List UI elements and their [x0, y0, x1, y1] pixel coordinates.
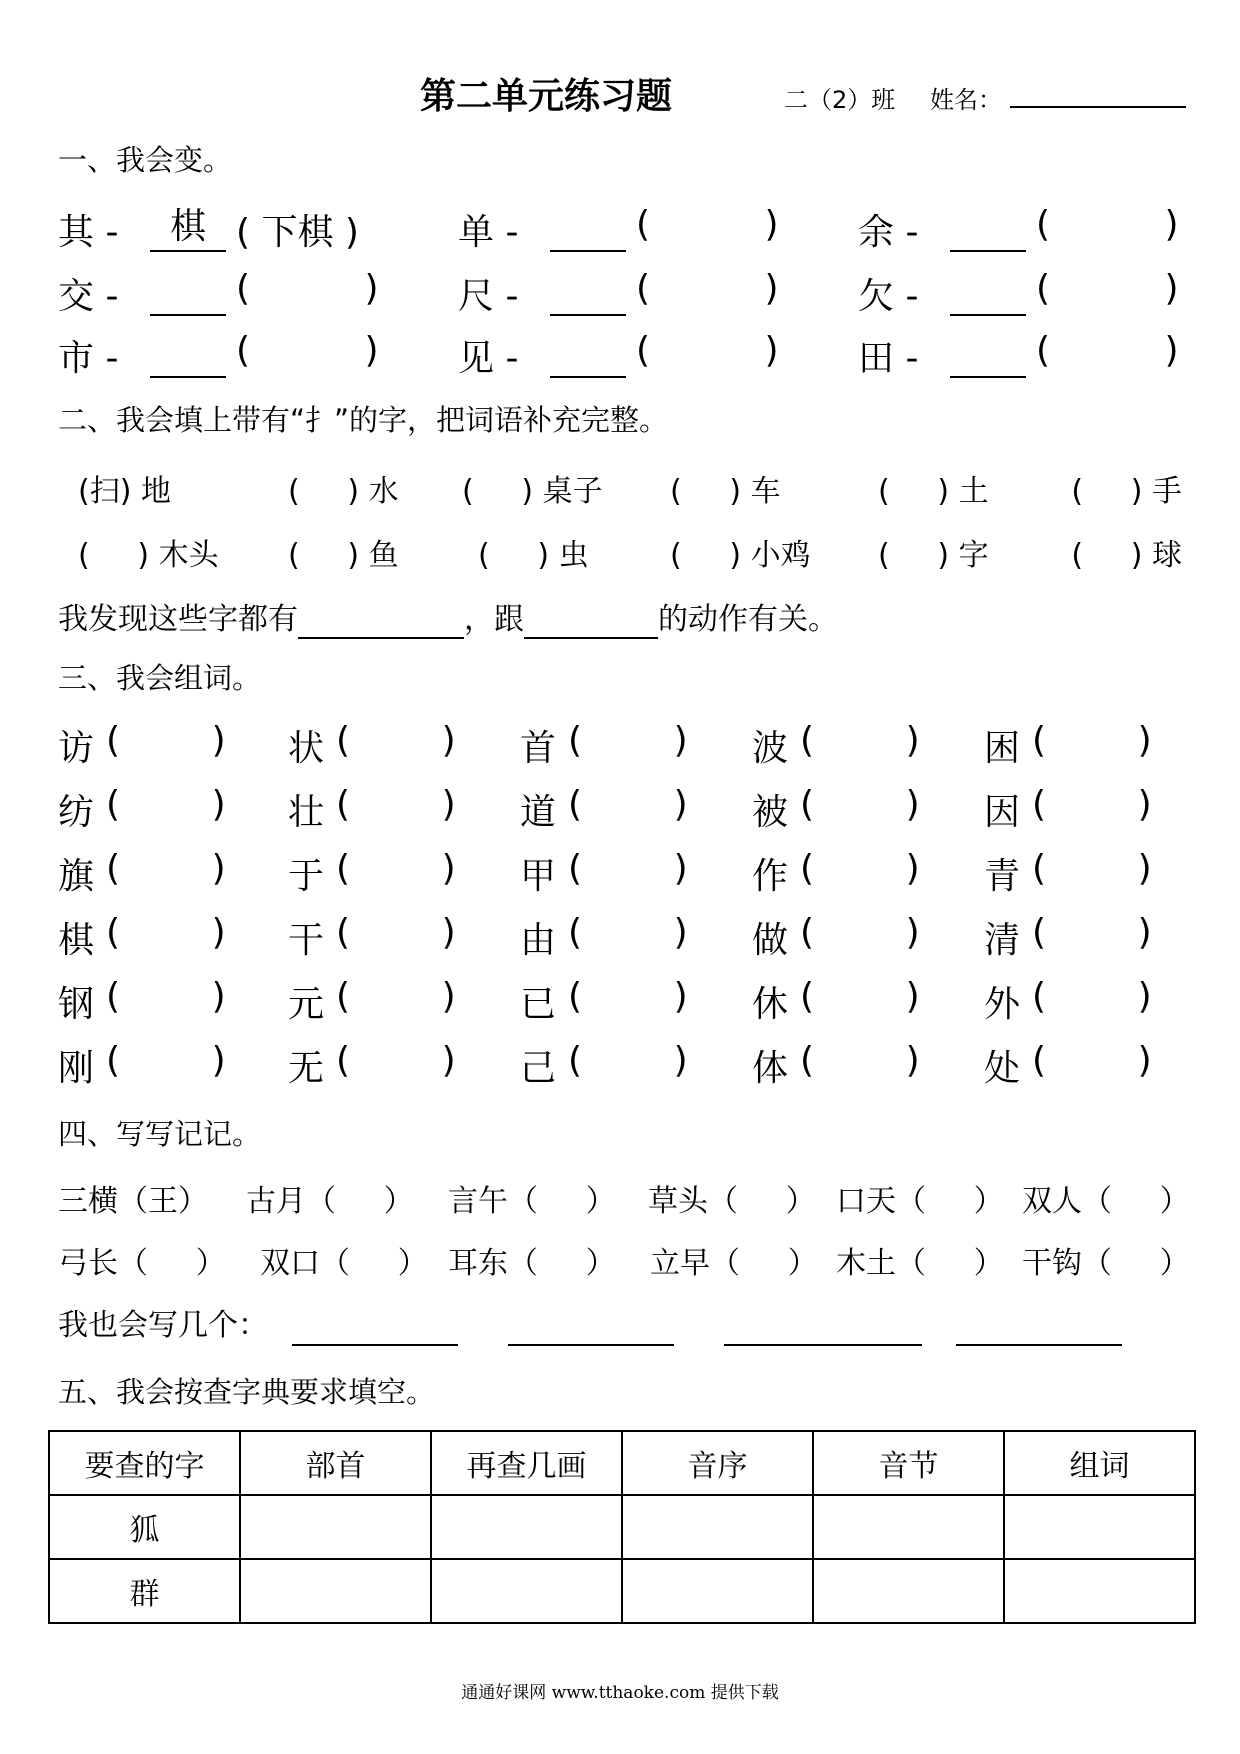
- compose-blank[interactable]: ( ): [800, 1040, 920, 1081]
- find-blank-2[interactable]: [524, 602, 658, 639]
- change-blank[interactable]: [950, 330, 1026, 378]
- find-part-a: 我发现这些字都有: [58, 602, 298, 637]
- find-blank-1[interactable]: [298, 602, 464, 639]
- section-2-heading: 二、我会填上带有“扌”的字，把词语补充完整。: [58, 403, 669, 437]
- compose-char: 甲: [520, 856, 557, 897]
- change-char: 田 -: [858, 338, 919, 379]
- compose-char: 己: [520, 1048, 557, 1089]
- word-fill-item: ( ) 水: [288, 474, 399, 509]
- section-5-heading: 五、我会按查字典要求填空。: [58, 1375, 436, 1409]
- compose-blank[interactable]: ( ): [336, 784, 456, 825]
- radical-item: 木土（ ）: [836, 1246, 1004, 1281]
- compose-blank[interactable]: ( ): [800, 912, 920, 953]
- compose-char: 钢: [58, 984, 95, 1025]
- table-row: [49, 1495, 1195, 1559]
- compose-blank[interactable]: ( ): [336, 912, 456, 953]
- change-blank[interactable]: [550, 204, 626, 252]
- change-blank[interactable]: [950, 204, 1026, 252]
- answer-cell[interactable]: [622, 1559, 813, 1623]
- word-fill-item: ( ) 小鸡: [670, 538, 811, 573]
- header-cell: 音序: [622, 1431, 813, 1495]
- compose-char: 纺: [58, 792, 95, 833]
- change-word: ( ): [1036, 330, 1179, 371]
- word-fill-item: ( ) 桌子: [462, 474, 603, 509]
- compose-char: 无: [288, 1048, 325, 1089]
- change-char: 欠 -: [858, 276, 919, 317]
- radical-item: 双口（ ）: [260, 1246, 428, 1281]
- change-word: ( ): [636, 268, 779, 309]
- compose-char: 体: [752, 1048, 789, 1089]
- header-cell: 再查几画: [431, 1431, 622, 1495]
- compose-blank[interactable]: ( ): [568, 976, 688, 1017]
- compose-blank[interactable]: ( ): [1032, 912, 1152, 953]
- name-label: 姓名：: [930, 86, 1002, 114]
- radical-item: 古月（ ）: [246, 1184, 414, 1219]
- word-fill-item: ( ) 手: [1071, 474, 1182, 509]
- answer-cell[interactable]: [813, 1559, 1004, 1623]
- word-fill-item: ( ) 虫: [478, 538, 589, 573]
- change-blank[interactable]: 棋: [150, 204, 226, 252]
- radical-item: 干钩（ ）: [1022, 1246, 1190, 1281]
- compose-blank[interactable]: ( ): [568, 848, 688, 889]
- compose-char: 清: [984, 920, 1021, 961]
- compose-char: 刚: [58, 1048, 95, 1089]
- compose-char: 于: [288, 856, 325, 897]
- section-1-heading: 一、我会变。: [58, 143, 233, 177]
- compose-char: 首: [520, 728, 557, 769]
- compose-blank[interactable]: ( ): [1032, 848, 1152, 889]
- compose-char: 由: [520, 920, 557, 961]
- word-fill-item: ( ) 车: [670, 474, 781, 509]
- compose-blank[interactable]: ( ): [800, 848, 920, 889]
- answer-cell[interactable]: [431, 1559, 622, 1623]
- radical-item: 立早（ ）: [650, 1246, 818, 1281]
- compose-blank[interactable]: ( ): [1032, 1040, 1152, 1081]
- compose-blank[interactable]: ( ): [1032, 976, 1152, 1017]
- compose-blank[interactable]: ( ): [1032, 720, 1152, 761]
- compose-blank[interactable]: ( ): [800, 720, 920, 761]
- compose-char: 旗: [58, 856, 95, 897]
- change-char: 单 -: [458, 212, 519, 253]
- word-fill-item: ( ) 字: [878, 538, 989, 573]
- table-header-row: [49, 1431, 1195, 1495]
- compose-blank[interactable]: ( ): [106, 848, 226, 889]
- section-4-heading: 四、写写记记。: [58, 1117, 262, 1151]
- change-char: 见 -: [458, 338, 519, 379]
- write-blank-2[interactable]: [508, 1344, 674, 1346]
- compose-blank[interactable]: ( ): [106, 720, 226, 761]
- change-blank[interactable]: [150, 268, 226, 316]
- answer-cell[interactable]: [431, 1495, 622, 1559]
- compose-char: 被: [752, 792, 789, 833]
- write-blank-1[interactable]: [292, 1344, 458, 1346]
- word-fill-item: (扫) 地: [78, 474, 171, 509]
- find-part-b: ，跟: [464, 602, 524, 637]
- change-char: 余 -: [858, 212, 919, 253]
- header-cell: 要查的字: [49, 1431, 240, 1495]
- radical-item: 双人（ ）: [1022, 1184, 1190, 1219]
- change-word: ( ): [236, 330, 379, 371]
- compose-char: 壮: [288, 792, 325, 833]
- change-word: ( 下棋 ): [236, 212, 359, 253]
- section-3-heading: 三、我会组词。: [58, 661, 262, 695]
- word-fill-item: ( ) 球: [1071, 538, 1182, 573]
- compose-char: 波: [752, 728, 789, 769]
- answer-cell[interactable]: [240, 1495, 431, 1559]
- compose-char: 处: [984, 1048, 1021, 1089]
- radical-item: 言午（ ）: [448, 1184, 616, 1219]
- char-cell: 狐: [49, 1495, 240, 1559]
- header-cell: 部首: [240, 1431, 431, 1495]
- compose-char: 青: [984, 856, 1021, 897]
- char-cell: 群: [49, 1559, 240, 1623]
- name-blank[interactable]: [1010, 106, 1186, 108]
- class-label: 二（2）班: [784, 86, 896, 114]
- compose-blank[interactable]: ( ): [336, 848, 456, 889]
- header-cell: 音节: [813, 1431, 1004, 1495]
- answer-cell[interactable]: [622, 1495, 813, 1559]
- change-word: ( ): [1036, 268, 1179, 309]
- compose-blank[interactable]: ( ): [336, 1040, 456, 1081]
- footer-credit: 通通好课网 www.tthaoke.com 提供下载: [461, 1683, 779, 1703]
- change-char: 交 -: [58, 276, 119, 317]
- write-blank-3[interactable]: [724, 1344, 922, 1346]
- compose-blank[interactable]: ( ): [568, 720, 688, 761]
- compose-blank[interactable]: ( ): [106, 912, 226, 953]
- change-blank[interactable]: [550, 330, 626, 378]
- compose-blank[interactable]: ( ): [568, 1040, 688, 1081]
- change-word: ( ): [1036, 204, 1179, 245]
- change-char: 尺 -: [458, 276, 519, 317]
- answer-cell[interactable]: [813, 1495, 1004, 1559]
- write-blank-4[interactable]: [956, 1344, 1122, 1346]
- answer-cell[interactable]: [240, 1559, 431, 1623]
- radical-item: 弓长（ ）: [58, 1246, 226, 1281]
- compose-char: 访: [58, 728, 95, 769]
- word-fill-item: ( ) 鱼: [288, 538, 399, 573]
- compose-char: 困: [984, 728, 1021, 769]
- change-blank[interactable]: [950, 268, 1026, 316]
- radical-item: 草头（ ）: [648, 1184, 816, 1219]
- radical-item: 耳东（ ）: [448, 1246, 616, 1281]
- also-write-label: 我也会写几个：: [58, 1308, 268, 1343]
- compose-char: 状: [288, 728, 325, 769]
- compose-blank[interactable]: ( ): [336, 976, 456, 1017]
- compose-blank[interactable]: ( ): [800, 784, 920, 825]
- table-row: [49, 1559, 1195, 1623]
- compose-char: 做: [752, 920, 789, 961]
- change-blank[interactable]: [550, 268, 626, 316]
- compose-char: 道: [520, 792, 557, 833]
- compose-blank[interactable]: ( ): [106, 1040, 226, 1081]
- change-char: 市 -: [58, 338, 119, 379]
- compose-char: 作: [752, 856, 789, 897]
- compose-blank[interactable]: ( ): [568, 784, 688, 825]
- answer-cell[interactable]: [1004, 1495, 1195, 1559]
- compose-blank[interactable]: ( ): [106, 976, 226, 1017]
- header-cell: 组词: [1004, 1431, 1195, 1495]
- compose-blank[interactable]: ( ): [336, 720, 456, 761]
- answer-cell[interactable]: [1004, 1559, 1195, 1623]
- find-sentence: [58, 594, 838, 639]
- compose-char: 干: [288, 920, 325, 961]
- radical-item: 三横（王）: [58, 1184, 208, 1219]
- word-fill-item: ( ) 土: [878, 474, 989, 509]
- compose-blank[interactable]: ( ): [1032, 784, 1152, 825]
- compose-blank[interactable]: ( ): [568, 912, 688, 953]
- compose-char: 休: [752, 984, 789, 1025]
- compose-char: 已: [520, 984, 557, 1025]
- find-part-c: 的动作有关。: [658, 602, 838, 637]
- radical-item: 口天（ ）: [836, 1184, 1004, 1219]
- change-word: ( ): [636, 204, 779, 245]
- compose-char: 外: [984, 984, 1021, 1025]
- change-blank[interactable]: [150, 330, 226, 378]
- change-word: ( ): [636, 330, 779, 371]
- change-word: ( ): [236, 268, 379, 309]
- compose-char: 棋: [58, 920, 95, 961]
- compose-char: 因: [984, 792, 1021, 833]
- word-fill-item: ( ) 木头: [78, 538, 219, 573]
- compose-blank[interactable]: ( ): [800, 976, 920, 1017]
- dictionary-table: [48, 1430, 1196, 1624]
- compose-blank[interactable]: ( ): [106, 784, 226, 825]
- change-char: 其 -: [58, 212, 119, 253]
- page-title: 第二单元练习题: [420, 76, 673, 117]
- compose-char: 元: [288, 984, 325, 1025]
